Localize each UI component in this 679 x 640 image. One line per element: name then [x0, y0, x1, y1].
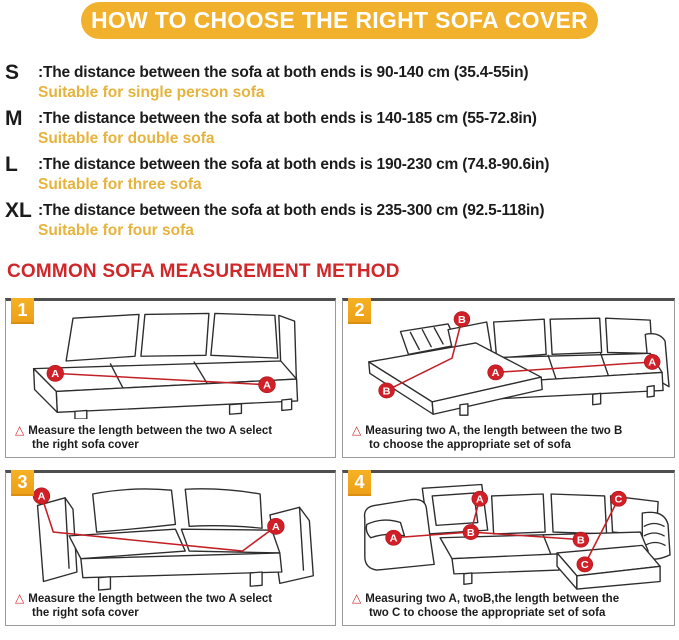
panel-4-caption — [352, 591, 619, 620]
marker-b-label: B — [382, 385, 391, 398]
sofa-diagram-three-seat — [8, 303, 333, 419]
size-row-l — [2, 154, 679, 195]
panel-4-number-badge: 4 — [348, 470, 371, 496]
caption-text: two C to choose the appropriate set of sofa — [369, 607, 606, 619]
marker-a-label: A — [389, 532, 398, 545]
panel-2-caption — [352, 423, 622, 452]
marker-a-label: A — [37, 490, 46, 503]
size-label-m: M — [5, 107, 23, 130]
section-title: COMMON SOFA MEASUREMENT METHOD — [7, 261, 400, 282]
size-row-s — [2, 62, 679, 103]
panel-4-u-shaped-sofa — [342, 470, 675, 626]
size-description-l: :The distance between the sofa at both ends is 190-230 cm (74.8-90.6in) — [38, 156, 550, 173]
size-description-xl: :The distance between the sofa at both ends is 235-300 cm (92.5-118in) — [38, 202, 545, 219]
warning-triangle-icon: △ — [352, 423, 362, 437]
size-guide — [2, 62, 679, 241]
marker-b-label: B — [576, 534, 585, 547]
page-title-text: HOW TO CHOOSE THE RIGHT SOFA COVER — [90, 7, 589, 33]
marker-a-label: A — [51, 368, 60, 381]
measurement-method-grid — [5, 298, 675, 626]
size-suitable-xl: Suitable for four sofa — [38, 222, 194, 239]
caption-text: the right sofa cover — [32, 607, 139, 619]
panel-1-number-badge: 1 — [11, 298, 34, 324]
marker-a-label: A — [491, 367, 500, 380]
marker-b-label: B — [466, 527, 475, 539]
warning-triangle-icon: △ — [352, 591, 362, 605]
caption-text: the right sofa cover — [32, 439, 139, 451]
size-row-m — [2, 108, 679, 149]
marker-a-label: A — [475, 493, 484, 506]
panel-3-number-badge: 3 — [11, 470, 34, 496]
marker-a-label: A — [648, 356, 657, 369]
marker-b-label: B — [457, 314, 466, 326]
caption-text: Measure the length between the two A select — [28, 593, 273, 605]
warning-triangle-icon: △ — [15, 423, 25, 437]
size-suitable-l: Suitable for three sofa — [38, 176, 202, 193]
sofa-diagram-two-seat — [8, 475, 333, 591]
size-suitable-s: Suitable for single person sofa — [38, 84, 265, 101]
marker-c-label: C — [614, 493, 623, 506]
size-label-l: L — [5, 153, 18, 176]
size-suitable-m: Suitable for double sofa — [38, 130, 215, 147]
panel-3-two-seat-sofa — [5, 470, 336, 626]
page-title — [81, 2, 598, 39]
caption-text: Measure the length between the two A select — [28, 425, 273, 437]
sofa-diagram-l-shaped — [345, 303, 672, 419]
size-label-s: S — [5, 61, 20, 84]
size-description-m: :The distance between the sofa at both ends is 140-185 cm (55-72.8in) — [38, 110, 537, 127]
caption-text: Measuring two A, the length between the two B — [365, 425, 623, 437]
sofa-diagram-u-shaped — [345, 475, 672, 591]
panel-1-three-seat-sofa — [5, 298, 336, 458]
panel-2-l-shaped-sofa — [342, 298, 675, 458]
marker-a-label: A — [271, 521, 280, 534]
size-description-s: :The distance between the sofa at both ends is 90-140 cm (35.4-55in) — [38, 64, 529, 81]
marker-c-label: C — [580, 559, 589, 572]
size-label-xl: XL — [5, 199, 32, 222]
panel-1-caption — [15, 423, 272, 452]
panel-2-number-badge: 2 — [348, 298, 371, 324]
panel-3-caption — [15, 591, 272, 620]
caption-text: Measuring two A, twoB,the length between the — [365, 593, 620, 605]
marker-a-label: A — [263, 379, 271, 392]
caption-text: to choose the appropriate set of sofa — [369, 439, 571, 451]
warning-triangle-icon: △ — [15, 591, 25, 605]
size-row-xl — [2, 200, 679, 241]
